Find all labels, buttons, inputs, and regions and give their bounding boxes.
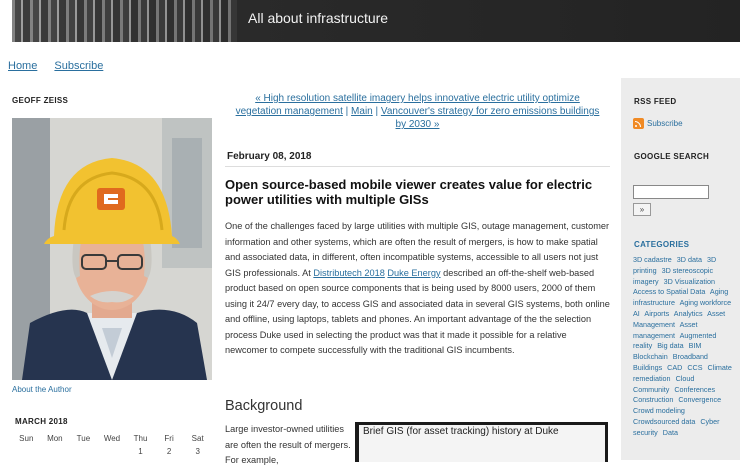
category-link[interactable]: BIM xyxy=(688,341,702,351)
category-link[interactable]: Big data xyxy=(657,341,684,351)
about-author-link[interactable]: About the Author xyxy=(12,385,72,394)
category-link[interactable]: Crowd modeling xyxy=(633,406,685,416)
category-link[interactable]: Crowdsourced data xyxy=(633,416,696,426)
calendar-day xyxy=(12,445,41,458)
calendar-day-header: Tue xyxy=(76,434,91,443)
category-link[interactable]: Airports xyxy=(644,308,670,318)
slide-title: Brief GIS (for asset tracking) history at Duke xyxy=(363,426,559,437)
category-link[interactable]: Cloud xyxy=(675,373,695,383)
category-link[interactable]: Asset Management xyxy=(633,308,726,329)
category-link[interactable]: Data xyxy=(662,427,678,437)
calendar xyxy=(12,432,212,458)
category-link[interactable]: Convergence xyxy=(678,395,722,405)
previous-post-link[interactable]: « High resolution satellite imagery helps innovative electric utility optimize vegetation management xyxy=(235,93,580,117)
calendar-day[interactable]: 3 xyxy=(195,447,200,456)
category-link[interactable]: 3D cadastre xyxy=(633,255,672,264)
nav-separator: | xyxy=(372,106,381,117)
top-nav xyxy=(8,60,117,72)
home-link[interactable]: Home xyxy=(8,60,38,72)
category-link[interactable]: Conferences xyxy=(674,384,716,394)
calendar-day xyxy=(41,445,70,458)
category-link[interactable]: Construction xyxy=(633,395,674,405)
banner-image xyxy=(12,0,237,42)
category-link[interactable]: Analytics xyxy=(673,308,703,318)
category-link[interactable]: 3D data xyxy=(676,255,702,264)
post-paragraph-text: One of the challenges faced by large utilities with multiple GIS, outage management, customer information and other systems, which are often the result of mergers, is how to make spatial and associated data, in different, often incompatible systems, accessible to all users not just GIS professionals. At xyxy=(225,221,610,278)
author-photo[interactable] xyxy=(12,118,212,380)
category-link[interactable]: AI xyxy=(633,308,640,318)
category-link[interactable]: Climate remediation xyxy=(633,362,732,383)
calendar-week-row xyxy=(12,445,212,458)
post-body xyxy=(225,219,610,359)
search-input[interactable] xyxy=(633,185,709,199)
calendar-day[interactable]: 2 xyxy=(166,447,172,456)
category-link[interactable]: Cyber security xyxy=(633,416,720,437)
post-date: February 08, 2018 xyxy=(227,151,312,162)
categories-heading: CATEGORIES xyxy=(634,240,690,249)
calendar-day[interactable]: 1 xyxy=(138,447,143,456)
calendar-day-header: Fri xyxy=(164,434,174,443)
category-list xyxy=(633,255,736,439)
category-link[interactable]: CAD xyxy=(667,362,683,372)
search-button[interactable]: » xyxy=(633,203,651,216)
main-content xyxy=(225,92,610,465)
search-heading: GOOGLE SEARCH xyxy=(634,152,710,161)
date-divider xyxy=(225,166,610,167)
next-post-link[interactable]: Vancouver's strategy for zero emissions buildings by 2030 » xyxy=(380,106,600,130)
calendar-day-header: Mon xyxy=(47,434,63,443)
category-link[interactable]: Broadband xyxy=(672,352,708,362)
site-banner xyxy=(12,0,740,42)
category-link[interactable]: Buildings xyxy=(633,362,663,372)
calendar-day-header: Thu xyxy=(133,434,148,443)
post-paragraph-text: described an off-the-shelf web-based product based on open source components that is being used by 8000 users, 2000 of them using it 24/7 every day, to access GIS and associated data in several GIS systems, both online and offline, using laptops, tablets and phones. An important advantage of the the selection process Duke used in selecting the product was that it made it possible for a relative newcomer to compete successfully with the traditional GIS incumbents. xyxy=(225,267,610,355)
rss-subscribe-link[interactable]: Subscribe xyxy=(647,119,683,128)
category-link[interactable]: 3D stereoscopic imagery xyxy=(633,265,714,286)
nav-separator: | xyxy=(342,106,352,117)
category-link[interactable]: Blockchain xyxy=(633,352,668,362)
category-link[interactable]: Access to Spatial Data xyxy=(633,287,706,297)
calendar-day-header: Sat xyxy=(191,434,204,443)
calendar-day xyxy=(98,445,127,458)
category-link[interactable]: 3D printing xyxy=(633,255,717,275)
duke-energy-link[interactable]: Duke Energy xyxy=(387,267,441,278)
left-sidebar xyxy=(12,96,212,456)
rss-heading: RSS FEED xyxy=(634,97,677,106)
calendar-day-header: Sun xyxy=(19,434,34,443)
category-link[interactable]: 3D Visualization xyxy=(663,276,715,286)
category-link[interactable]: Aging workforce xyxy=(679,298,732,308)
right-sidebar xyxy=(621,78,740,460)
author-portrait-icon xyxy=(12,118,212,380)
rss-icon[interactable] xyxy=(633,118,644,129)
slide-image[interactable] xyxy=(355,422,608,462)
author-heading: GEOFF ZEISS xyxy=(12,96,69,105)
category-link[interactable]: Community xyxy=(633,384,670,394)
category-link[interactable]: Augmented reality xyxy=(633,330,717,351)
calendar-day-header: Wed xyxy=(103,434,121,443)
slide-content xyxy=(359,425,605,462)
calendar-title: MARCH 2018 xyxy=(15,417,68,426)
post-title: Open source-based mobile viewer creates value for electric power utilities with multiple GISs xyxy=(225,177,593,207)
site-tagline: All about infrastructure xyxy=(248,10,389,26)
distributech-link[interactable]: Distributech 2018 xyxy=(313,267,385,278)
main-link[interactable]: Main xyxy=(351,106,373,117)
category-link[interactable]: CCS xyxy=(687,362,703,372)
background-text: Large investor-owned utilities are often the result of mergers. For example, xyxy=(225,424,351,465)
background-heading: Background xyxy=(225,398,303,414)
subscribe-link[interactable]: Subscribe xyxy=(54,60,104,72)
category-link[interactable]: Aging infrastructure xyxy=(633,287,729,308)
category-link[interactable]: Asset management xyxy=(633,319,698,340)
calendar-day xyxy=(69,445,98,458)
calendar-days-row xyxy=(12,432,212,445)
post-navigation xyxy=(225,92,610,131)
